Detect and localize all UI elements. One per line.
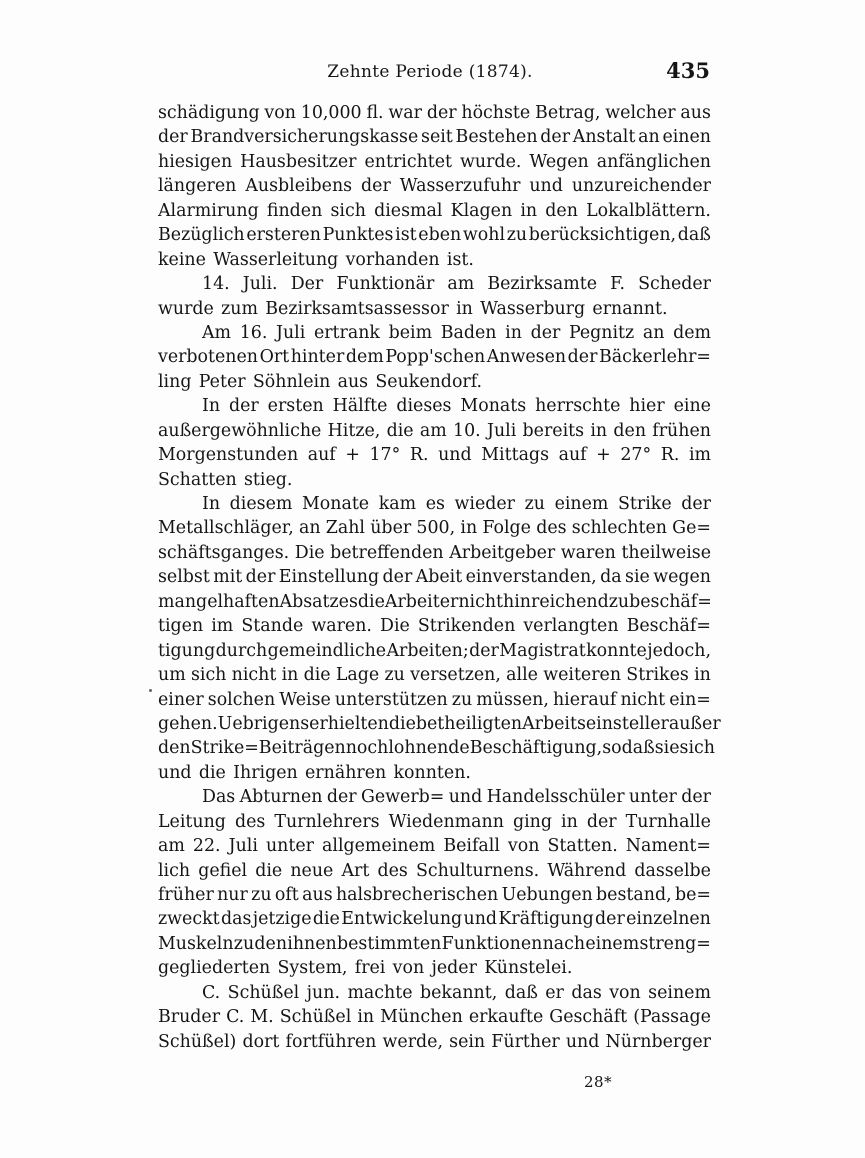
text-line: zweckt das jetzige die Entwickelung und Kräftigung der einzelnen [158,909,711,930]
text-line: tigung durch gemeindliche Arbeiten; der Magistrat konnte jedoch, [158,640,711,661]
text-line: längeren Ausbleibens der Wasserzufuhr und unzureichender [158,176,711,197]
text-line: Metallschläger, an Zahl über 500, in Folge des schlechten Ge= [158,518,711,539]
text-line: Morgenstunden auf + 17° R. und Mittags auf + 27° R. im [158,445,711,466]
text-line: Schüßel) dort fortführen werde, sein Fürther und Nürnberger [158,1031,711,1052]
text-line: gehen. Uebrigens erhielten die betheiligten Arbeitseinsteller außer [158,713,721,734]
text-line: verbotenen Ort hinter dem Popp'schen Anwesen der Bäckerlehr= [158,347,711,368]
text-line: der Brandversicherungskasse seit Bestehen der Anstalt an einen [158,127,711,148]
text-line: Am 16. Juli ertrank beim Baden in der Pegnitz an dem [202,322,711,343]
text-line: keine Wasserleitung vorhanden ist. [158,249,474,270]
text-line: um sich nicht in die Lage zu versetzen, alle weiteren Strikes in [158,665,711,686]
text-line: In der ersten Hälfte dieses Monats herrschte hier eine [202,396,711,417]
text-line: Alarmirung finden sich diesmal Klagen in den Lokalblättern. [158,200,711,221]
page-number: 435 [666,58,710,83]
text-line: früher nur zu oft aus halsbrecherischen Uebungen bestand, be= [158,885,711,905]
page-header [150,58,710,92]
text-line: Bezüglich ersteren Punktes ist eben wohl zu berücksichtigen, daß [158,225,711,246]
text-line: mangelhaften Absatzes die Arbeiter nicht hinreichend zu beschäf= [158,591,712,612]
text-line: außergewöhnliche Hitze, die am 10. Juli bereits in den frühen [158,420,711,441]
text-line: Leitung des Turnlehrers Wiedenmann ging in der Turnhalle [158,811,711,832]
text-line: lich gefiel die neue Art des Schulturnens. Während dasselbe [158,860,711,881]
text-line: ling Peter Söhnlein aus Seukendorf. [158,371,483,392]
text-line: tigen im Stande waren. Die Strikenden verlangten Beschäf= [158,616,711,637]
text-line: Schatten stieg. [158,469,293,490]
text-line: In diesem Monate kam es wieder zu einem Strike der [202,494,711,514]
text-line: schädigung von 10,000 fl. war der höchste Betrag, welcher aus [158,103,711,123]
body-text [158,101,721,1054]
text-line: hiesigen Hausbesitzer entrichtet wurde. Wegen anfänglichen [158,151,711,172]
text-line: C. Schüßel jun. machte bekannt, daß er das von seinem [202,982,711,1003]
signature-mark: 28* [584,1073,613,1091]
text-line: selbst mit der Einstellung der Abeit einverstanden, da sie wegen [158,567,711,588]
print-speck [149,689,152,692]
text-line: den Strike=Beiträgen noch lohnende Beschäftigung, so daß sie sich [158,738,715,759]
text-line: Muskeln zu den ihnen bestimmten Funktionen nach einem streng= [158,933,711,954]
text-line: einer solchen Weise unterstützen zu müssen, hierauf nicht ein= [158,689,711,710]
text-line: gegliederten System, frei von jeder Künstelei. [158,958,573,979]
running-head: Zehnte Periode (1874). [327,62,533,82]
text-line: Bruder C. M. Schüßel in München erkaufte Geschäft (Passage [158,1007,711,1028]
text-line: am 22. Juli unter allgemeinem Beifall von Statten. Nament= [158,836,711,857]
text-line: schäftsganges. Die betreffenden Arbeitgeber waren theilweise [158,542,711,563]
text-line: und die Ihrigen ernähren konnten. [158,762,471,783]
text-line: Das Abturnen der Gewerb= und Handelsschüler unter der [202,787,711,808]
text-line: wurde zum Bezirksamtsassessor in Wasserburg ernannt. [158,298,668,319]
text-line: 14. Juli. Der Funktionär am Bezirksamte F. Scheder [202,274,711,295]
